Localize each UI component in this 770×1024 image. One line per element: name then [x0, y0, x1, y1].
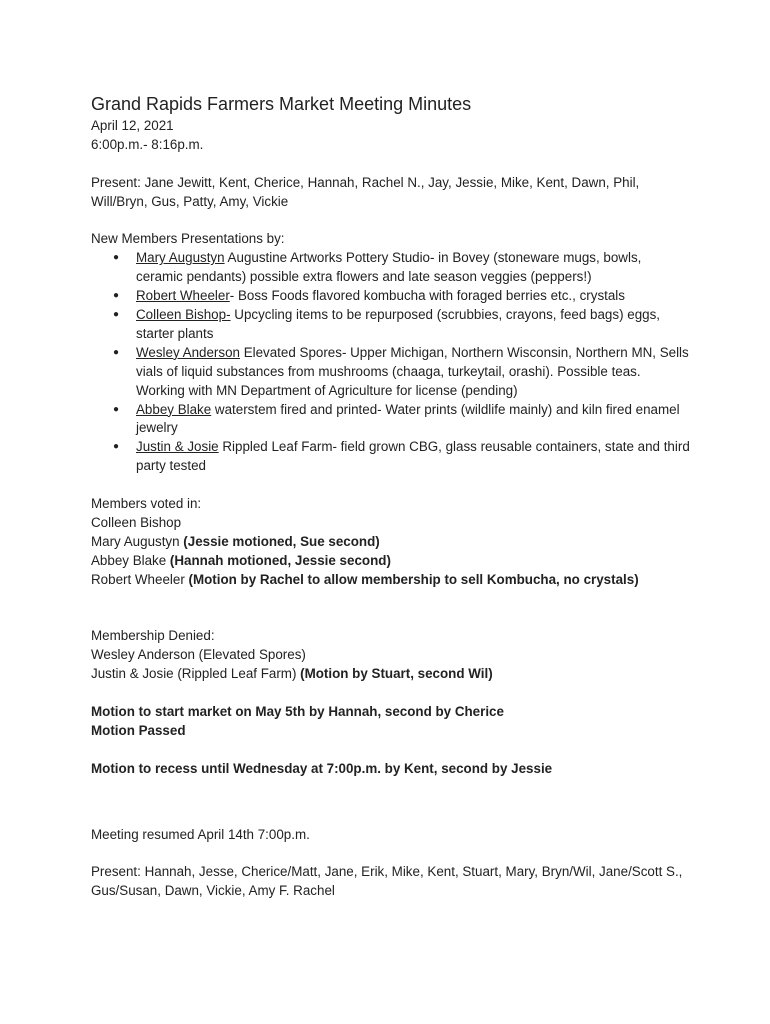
bullet-icon: ● [113, 403, 120, 415]
presenter-name: Justin & Josie [136, 439, 219, 455]
presenter-description: - Boss Foods flavored kombucha with foraged berries etc., crystals [229, 288, 625, 304]
motion-start-market [91, 703, 691, 722]
minutes-body [91, 93, 691, 901]
list-item [91, 438, 691, 476]
denied-line [91, 665, 691, 684]
presenter-description: Augustine Artworks Pottery Studio- in Bovey (stoneware mugs, bowls, ceramic pendants) possible extra flowers and late season veggies (peppers!) [136, 250, 642, 285]
voted-line [91, 533, 691, 552]
motion-recess-text: Motion to recess until Wednesday at 7:00p.m. by Kent, second by Jessie [91, 760, 553, 776]
voted-note: (Jessie motioned, Sue second) [183, 533, 380, 549]
presenter-name: Mary Augustyn [136, 250, 225, 266]
bullet-icon: ● [113, 290, 120, 302]
meeting-time: 6:00p.m.- 8:16p.m. [91, 136, 204, 152]
presenter-description: Rippled Leaf Farm- field grown CBG, glass reusable containers, state and third party tested [136, 439, 690, 474]
motion-passed [91, 722, 691, 741]
voted-member: Colleen Bishop [91, 514, 182, 530]
presenter-name: Robert Wheeler [136, 288, 230, 304]
bullet-icon: ● [113, 309, 120, 321]
list-item [91, 344, 691, 401]
denied-line [91, 646, 691, 665]
voted-line [91, 571, 691, 590]
voted-member: Robert Wheeler [91, 571, 189, 587]
motion-start-text: Motion to start market on May 5th by Hannah, second by Cherice [91, 704, 504, 720]
new-members-heading: New Members Presentations by: [91, 231, 285, 247]
voted-note: (Hannah motioned, Jessie second) [169, 552, 391, 568]
list-item [91, 306, 691, 344]
denied-note: (Motion by Stuart, second Wil) [300, 666, 493, 682]
present-list-2: Present: Hannah, Jesse, Cherice/Matt, Jane, Erik, Mike, Kent, Stuart, Mary, Bryn/Wil, Jane/Scott S., Gus/Susan, Dawn, Vickie, Amy F. Rachel [91, 864, 683, 899]
motion-recess [91, 760, 691, 779]
voted-heading: Members voted in: [91, 496, 202, 512]
bullet-icon: ● [113, 441, 120, 453]
meeting-date: April 12, 2021 [91, 118, 174, 133]
presenter-name: Wesley Anderson [136, 344, 240, 360]
voted-member: Mary Augustyn [91, 533, 184, 549]
presenter-description: Elevated Spores- Upper Michigan, Northern Wisconsin, Northern MN, Sells vials of liquid substances from mushrooms (chaaga, turkeytail, orashi). Possible teas. Working with MN Department of Agriculture for license (pending) [136, 344, 689, 398]
denied-heading: Membership Denied: [91, 628, 215, 644]
voted-note: (Motion by Rachel to allow membership to sell Kombucha, no crystals) [188, 571, 639, 587]
voted-line [91, 514, 691, 533]
voted-member: Abbey Blake [91, 552, 170, 568]
presenter-description: waterstem fired and printed- Water prints (wildlife mainly) and kiln fired enamel jewelry [136, 401, 680, 436]
voted-line [91, 552, 691, 571]
present-list-1: Present: Jane Jewitt, Kent, Cherice, Hannah, Rachel N., Jay, Jessie, Mike, Kent, Dawn, Phil, Will/Bryn, Gus, Patty, Amy, Vickie [91, 174, 640, 209]
presenter-name: Colleen Bishop- [136, 307, 231, 323]
list-item [91, 401, 691, 439]
list-item [91, 287, 691, 306]
motion-passed-text: Motion Passed [91, 722, 186, 738]
meeting-resumed: Meeting resumed April 14th 7:00p.m. [91, 826, 310, 842]
list-item [91, 249, 691, 287]
presenter-description: Upcycling items to be repurposed (scrubbies, crayons, feed bags) eggs, starter plants [136, 307, 661, 341]
presenter-name: Abbey Blake [136, 401, 212, 417]
document-title: Grand Rapids Farmers Market Meeting Minutes [91, 94, 472, 114]
presentations-list [91, 249, 691, 476]
bullet-icon: ● [113, 252, 120, 264]
bullet-icon: ● [113, 346, 120, 358]
denied-member: Justin & Josie (Rippled Leaf Farm) [91, 666, 301, 682]
denied-member: Wesley Anderson (Elevated Spores) [91, 647, 306, 663]
